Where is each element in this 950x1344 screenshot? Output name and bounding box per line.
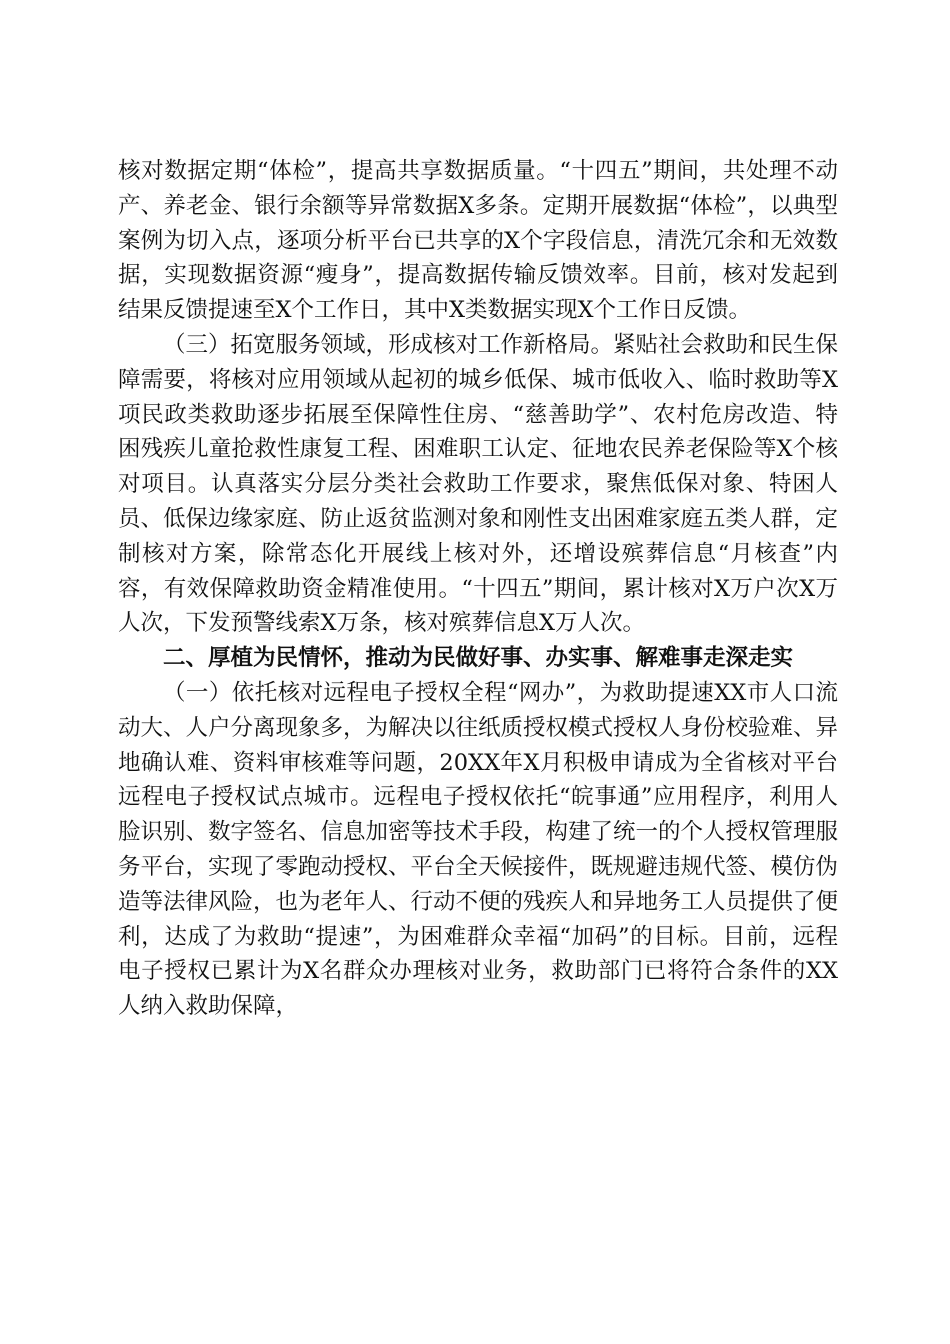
document-body [118,154,838,1024]
paragraph-expand-service-scope: （三）拓宽服务领域，形成核对工作新格局。紧贴社会救助和民生保障需要，将核对应用领域从起初的城乡低保、城市低收入、临时救助等X项民政类救助逐步拓展至保障性住房、“慈善助学”、农村危房改造、特困残疾儿童抢救性康复工程、困难职工认定、征地农民养老保险等X个核对项目。认真落实分层分类社会救助工作要求，聚焦低保对象、特困人员、低保边缘家庭、防止返贫监测对象和刚性支出困难家庭五类人群，定制核对方案，除常态化开展线上核对外，还增设殡葬信息“月核查”内容，有效保障救助资金精准使用。“十四五”期间，累计核对X万户次X万人次，下发预警线索X万条，核对殡葬信息X万人次。 [118,331,839,637]
section-heading-two: 二、厚植为民情怀，推动为民做好事、办实事、解难事走深走实 [163,645,794,672]
paragraph-data-checkup: 核对数据定期“体检”，提高共享数据质量。“十四五”期间，共处理不动产、养老金、银行余额等异常数据X多条。定期开展数据“体检”，以典型案例为切入点，逐项分析平台已共享的X个字段信息，清洗冗余和无效数据，实现数据资源“瘦身”，提高数据传输反馈效率。目前，核对发起到结果反馈提速至X个工作日，其中X类数据实现X个工作日反馈。 [118,158,838,324]
paragraph-remote-authorization: （一）依托核对远程电子授权全程“网办”，为救助提速XX市人口流动大、人户分离现象多，为解决以往纸质授权模式授权人身份校验难、异地确认难、资料审核难等问题，20XX年X月积极申请成为全省核对平台远程电子授权试点城市。远程电子授权依托“皖事通”应用程序，利用人脸识别、数字签名、信息加密等技术手段，构建了统一的个人授权管理服务平台，实现了零跑动授权、平台全天候接件，既规避违规代签、模仿伪造等法律风险，也为老年人、行动不便的残疾人和异地务工人员提供了便利，达成了为救助“提速”，为困难群众幸福“加码”的目标。目前，远程电子授权已累计为X名群众办理核对业务，救助部门已将符合条件的XX人纳入救助保障， [118,679,839,1020]
